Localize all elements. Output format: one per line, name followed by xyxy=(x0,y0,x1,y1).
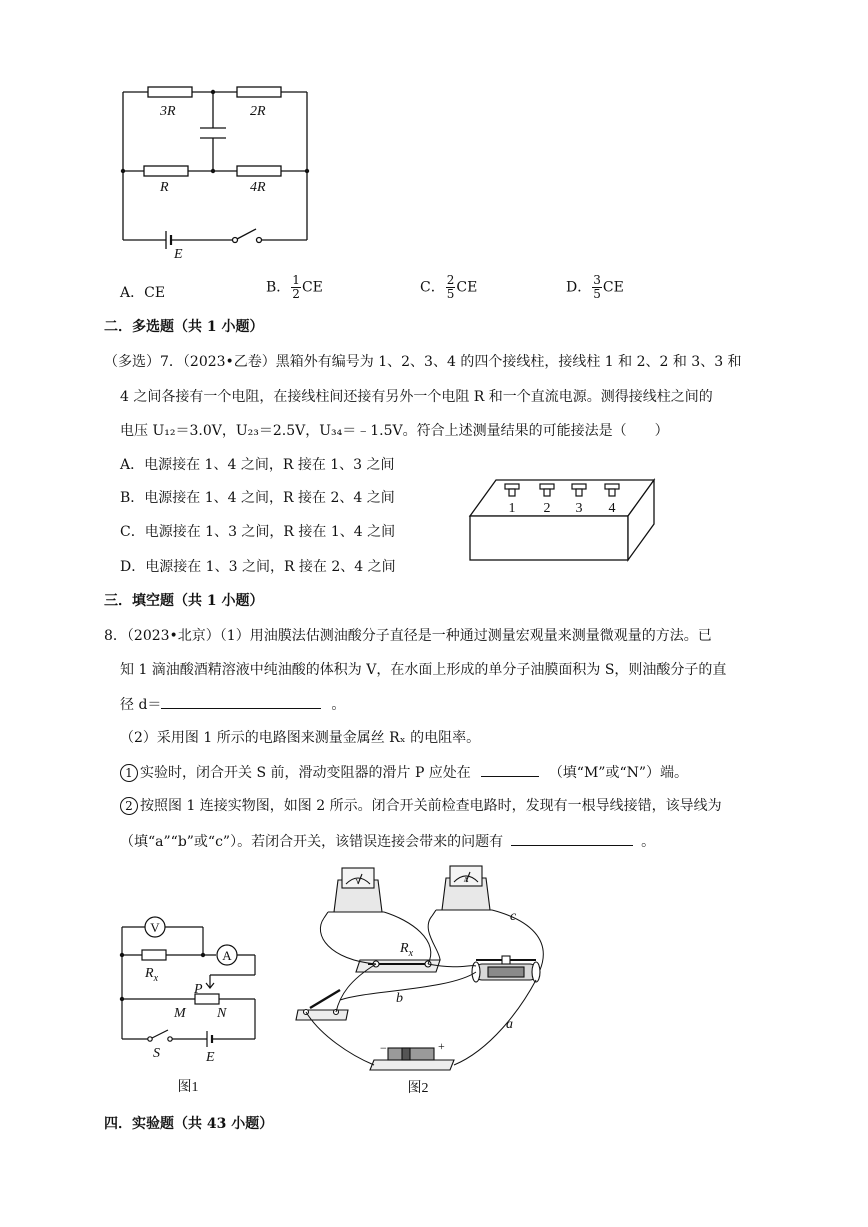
q8-line-6-text: 按照图 1 连接实物图，如图 2 所示。闭合开关前检查电路时，发现有一根导线接错，该导线为 xyxy=(140,798,722,814)
q7-line-1: （多选）7．（2023•乙卷）黑箱外有编号为 1、2、3、4 的四个接线柱，接线柱 1 和 2、2 和 3、3 和 xyxy=(104,354,742,370)
q6-option-d xyxy=(566,274,624,301)
q6-option-c xyxy=(420,274,477,301)
q8-line-3-suffix: 。 xyxy=(331,697,346,713)
black-box-figure xyxy=(466,472,658,564)
q8-line-7-prefix: （填“a”“b”或“c”）。若闭合开关，该错误连接会带来的问题有 xyxy=(120,834,504,850)
voltmeter-device xyxy=(324,868,384,918)
figure-2-wiring-illustration xyxy=(290,860,560,1095)
option-d-text: CE xyxy=(602,279,624,296)
source-e-label: E xyxy=(174,247,183,262)
fig1-rx-label: $R_x$ xyxy=(145,966,159,984)
section-title-experiment: 四．实验题（共 43 小题） xyxy=(104,1116,274,1132)
section-title-fill-in: 三．填空题（共 1 小题） xyxy=(104,593,264,609)
q7-option-a: A．电源接在 1、4 之间，R 接在 1、3 之间 xyxy=(120,457,395,473)
voltmeter-symbol: V xyxy=(150,920,160,935)
ammeter-dial-letter: A xyxy=(463,876,469,884)
q8-line-5-prefix: 实验时，闭合开关 S 前，滑动变阻器的滑片 P 应处在 xyxy=(140,765,471,781)
terminal-2-label: 2 xyxy=(543,501,551,516)
option-c-text: CE xyxy=(456,279,478,296)
circled-number-1: 1 xyxy=(120,764,138,782)
option-d-fraction: $\frac{3}{5}$ xyxy=(593,273,601,301)
ammeter-symbol: A xyxy=(222,948,232,963)
battery-minus-sign: − xyxy=(380,1041,387,1055)
q6-option-b xyxy=(266,274,323,301)
q8-line-2: 知 1 滴油酸酒精溶液中纯油酸的体积为 V，在水面上形成的单分子油膜面积为 S，则油酸分子的直 xyxy=(120,662,727,678)
option-a-label: A． xyxy=(120,285,145,301)
terminal-4-label: 4 xyxy=(608,501,616,516)
q6-option-a xyxy=(120,282,165,302)
q7-option-d: D．电源接在 1、3 之间，R 接在 2、4 之间 xyxy=(120,559,396,575)
terminal-1-label: 1 xyxy=(508,501,516,516)
answer-blank-diameter[interactable] xyxy=(161,694,321,709)
figure-1-circuit-schematic xyxy=(110,905,270,1095)
capacitor-circuit-diagram xyxy=(110,80,320,265)
option-d-label: D． xyxy=(566,279,592,296)
section-title-multiple-choice: 二．多选题（共 1 小题） xyxy=(104,319,264,335)
fig1-s-label: S xyxy=(153,1046,160,1061)
fig2-rx-label: $R_x$ xyxy=(400,941,414,959)
figure-1-caption: 图1 xyxy=(177,1080,199,1095)
q8-line-7 xyxy=(120,831,655,852)
option-b-fraction: $\frac{1}{2}$ xyxy=(292,273,300,301)
q8-line-7-suffix: 。 xyxy=(641,834,656,850)
q8-line-6 xyxy=(120,796,722,816)
q8-line-5 xyxy=(120,762,688,783)
resistor-r-label: R xyxy=(160,180,169,195)
voltmeter-dial-letter: V xyxy=(355,878,361,886)
option-b-label: B． xyxy=(266,279,291,296)
q8-line-3 xyxy=(120,694,345,715)
q8-line-1: 8．（2023•北京）（1）用油膜法估测油酸分子直径是一种通过测量宏观量来测量微观量的方法。已 xyxy=(104,628,712,644)
resistor-4r-label: 4R xyxy=(250,180,266,195)
q8-line-4: （2）采用图 1 所示的电路图来测量金属丝 Rₓ 的电阻率。 xyxy=(120,730,481,746)
q7-option-c: C．电源接在 1、3 之间，R 接在 1、4 之间 xyxy=(120,524,396,540)
option-b-text: CE xyxy=(301,279,323,296)
q8-line-3-prefix: 径 d＝ xyxy=(120,697,162,713)
fig1-n-label: N xyxy=(217,1006,227,1021)
fig1-e-label: E xyxy=(206,1050,215,1065)
option-c-fraction: $\frac{2}{5}$ xyxy=(446,273,455,301)
wire-a-label: a xyxy=(506,1017,513,1032)
figure-2-caption: 图2 xyxy=(407,1081,429,1095)
wire-b-label: b xyxy=(396,991,403,1006)
q7-line-3: 电压 U₁₂＝3.0V，U₂₃＝2.5V，U₃₄＝﹣1.5V。符合上述测量结果的可能接法是（ ） xyxy=(120,423,669,439)
circled-number-2: 2 xyxy=(120,797,138,815)
q7-option-b: B．电源接在 1、4 之间，R 接在 2、4 之间 xyxy=(120,490,395,506)
fig1-m-label: M xyxy=(174,1006,186,1021)
battery-plus-sign: + xyxy=(438,1039,445,1053)
answer-blank-slider-end[interactable] xyxy=(481,762,539,777)
wire-c-label: c xyxy=(510,909,517,924)
fig1-p-label: P xyxy=(194,982,203,997)
resistor-2r-label: 2R xyxy=(250,104,266,119)
q7-line-2: 4 之间各接有一个电阻，在接线柱间还接有另外一个电阻 R 和一个直流电源。测得接线柱之间的 xyxy=(120,389,713,405)
resistor-3r-label: 3R xyxy=(160,104,176,119)
ammeter-device xyxy=(432,866,492,916)
q8-line-5-suffix: （填“M”或“N”）端。 xyxy=(548,765,689,781)
answer-blank-problem[interactable] xyxy=(511,831,633,846)
option-c-label: C． xyxy=(420,279,445,296)
option-a-text: CE xyxy=(144,285,166,301)
terminal-3-label: 3 xyxy=(575,501,583,516)
